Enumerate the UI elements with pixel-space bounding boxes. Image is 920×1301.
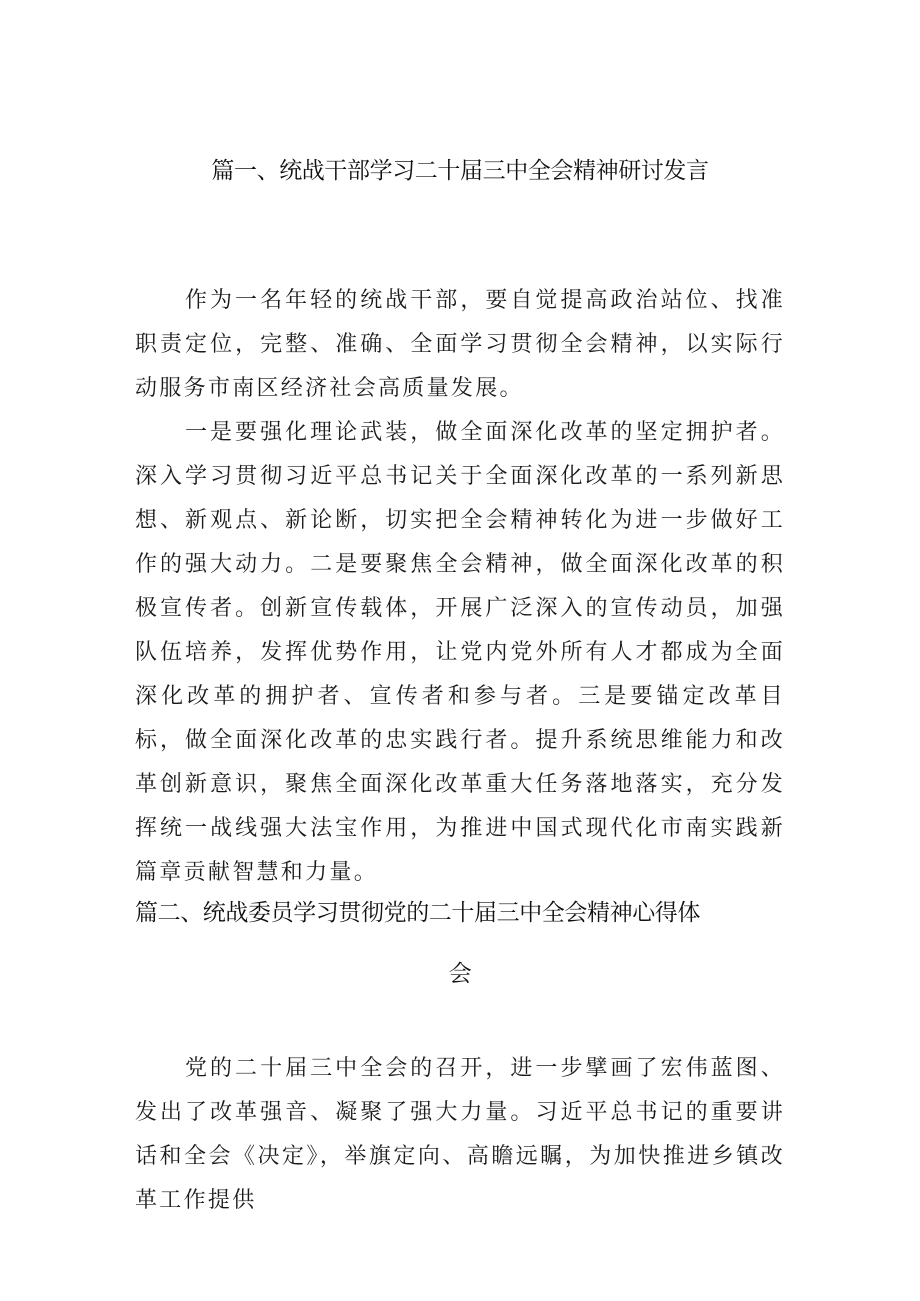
section-1-title: 篇一、统战干部学习二十届三中全会精神研讨发言 [211, 158, 709, 184]
section-2-title-line-2: 会 [448, 961, 472, 987]
section-2-title-line-1: 篇二、统战委员学习贯彻党的二十届三中全会精神心得体 [135, 900, 701, 926]
section-1-paragraph-2: 一是要强化理论武装，做全面深化改革的坚定拥护者。深入学习贯彻习近平总书记关于全面深化改革的一系列新思想、新观点、新论断，切实把全会精神转化为进一步做好工作的强大动力。二是要聚焦全会精神，做全面深化改革的积极宣传者。创新宣传载体，开展广泛深入的宣传动员，加强队伍培养，发挥优势作用，让党内党外所有人才都成为全面深化改革的拥护者、宣传者和参与者。三是要锚定改革目标，做全面深化改革的忠实践行者。提升系统思维能力和改革创新意识，聚焦全面深化改革重大任务落地落实，充分发挥统一战线强大法宝作用，为推进中国式现代化市南实践新篇章贡献智慧和力量。 [135, 420, 785, 885]
section-2-paragraph-1: 党的二十届三中全会的召开，进一步擘画了宏伟蓝图、发出了改革强音、凝聚了强大力量。习近平总书记的重要讲话和全会《决定》，举旗定向、高瞻远瞩，为加快推进乡镇改革工作提供 [135, 1056, 785, 1213]
section-1-paragraph-1: 作为一名年轻的统战干部，要自觉提高政治站位、找准职责定位，完整、准确、全面学习贯彻全会精神，以实际行动服务市南区经济社会高质量发展。 [135, 288, 785, 401]
